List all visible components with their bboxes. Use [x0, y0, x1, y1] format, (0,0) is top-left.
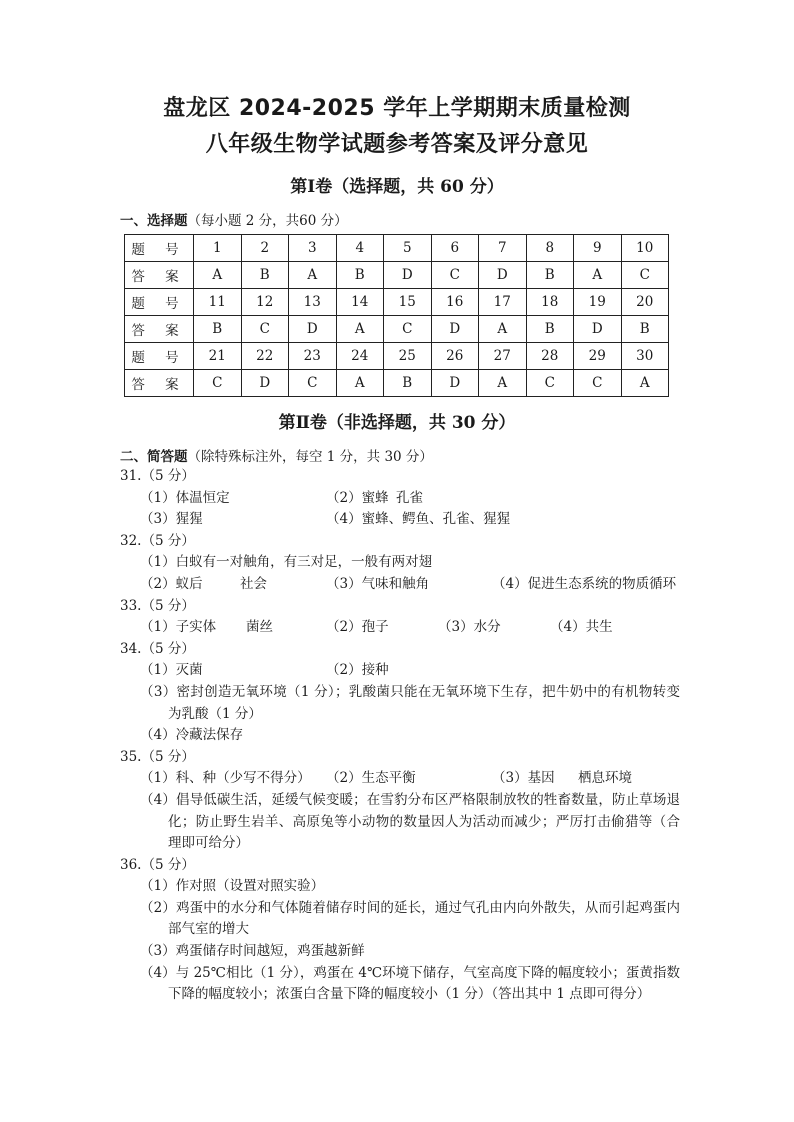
answer-cell: D — [289, 316, 337, 343]
question-35-row — [140, 768, 680, 790]
answer-text: （1）白蚁有一对触角，有三对足，一般有两对翅 — [140, 554, 433, 571]
answer-paragraph: （4）与 25℃相比（1 分），鸡蛋在 4℃环境下储存，气室高度下降的幅度较小；蛋黄指数下降的幅度较小；浓蛋白含量下降的幅度较小（1 分）（答出其中 1 点即可得分） — [140, 964, 680, 1003]
question-32-header: 32.（5 分） — [120, 532, 195, 549]
question-number-cell: 23 — [289, 343, 337, 370]
answer-cell: D — [479, 262, 527, 289]
answer-text: （2）孢子 — [326, 619, 389, 636]
row-label: 答 案 — [125, 262, 194, 289]
answer-text: （2）蜜蜂 — [326, 489, 389, 506]
answer-cell: D — [574, 316, 622, 343]
question-32-row — [140, 574, 680, 596]
answer-cell: A — [621, 370, 669, 397]
question-33-row — [140, 617, 680, 639]
answer-cell: B — [621, 316, 669, 343]
answer-paragraph: （3）密封创造无氧环境（1 分）；乳酸菌只能在无氧环境下生存，把牛奶中的有机物转变为乳酸（1 分） — [140, 683, 680, 722]
question-number-cell: 29 — [574, 343, 622, 370]
answer-cell: A — [479, 370, 527, 397]
question-number-cell: 6 — [431, 235, 479, 262]
question-number-cell: 16 — [431, 289, 479, 316]
answer-cell: A — [194, 262, 242, 289]
part1-heading: 第Ⅰ卷（选择题，共 60 分） — [290, 177, 504, 197]
section-title: 二、简答题 — [120, 449, 188, 465]
answer-cell: B — [336, 262, 384, 289]
question-number-cell: 14 — [336, 289, 384, 316]
answer-table — [124, 234, 669, 397]
question-36-row — [140, 876, 680, 898]
section-note: （除特殊标注外，每空 1 分，共 30 分） — [187, 449, 433, 465]
answer-row — [125, 316, 669, 343]
answer-text: （4）蜜蜂、鳄鱼、孔雀、猩猩 — [326, 511, 511, 528]
answer-text: （1）灭菌 — [140, 662, 203, 679]
part2-section-label — [120, 445, 433, 465]
answer-row — [125, 262, 669, 289]
answer-text: （3）气味和触角 — [326, 575, 430, 592]
question-number-cell: 20 — [621, 289, 669, 316]
answer-cell: C — [194, 370, 242, 397]
answer-cell: A — [289, 262, 337, 289]
answer-text: （1）科、种（少写不得分） — [140, 770, 311, 787]
answer-cell: A — [336, 370, 384, 397]
answer-cell: C — [621, 262, 669, 289]
question-number-row — [125, 235, 669, 262]
answer-cell: C — [241, 316, 289, 343]
question-36-row — [140, 941, 680, 963]
answer-text: （1）子实体 — [140, 619, 217, 636]
answer-cell: A — [336, 316, 384, 343]
answer-cell: B — [384, 370, 432, 397]
question-number-cell: 22 — [241, 343, 289, 370]
answer-cell: B — [526, 262, 574, 289]
answer-text: （1）作对照（设置对照实验） — [140, 878, 325, 895]
question-number-cell: 13 — [289, 289, 337, 316]
question-number-cell: 15 — [384, 289, 432, 316]
answer-cell: A — [479, 316, 527, 343]
question-number-cell: 7 — [479, 235, 527, 262]
answer-row — [125, 370, 669, 397]
question-number-cell: 19 — [574, 289, 622, 316]
question-number-cell: 25 — [384, 343, 432, 370]
question-number-cell: 1 — [194, 235, 242, 262]
answer-text: （2）蚁后 — [140, 575, 203, 592]
answer-text: （4）共生 — [550, 619, 613, 636]
question-number-cell: 28 — [526, 343, 574, 370]
row-label: 题 号 — [125, 235, 194, 262]
exam-title: 盘龙区 2024-2025 学年上学期期末质量检测 — [163, 96, 631, 121]
answer-cell: B — [526, 316, 574, 343]
answer-text: （2）接种 — [326, 662, 389, 679]
question-number-cell: 27 — [479, 343, 527, 370]
question-number-cell: 17 — [479, 289, 527, 316]
question-number-cell: 4 — [336, 235, 384, 262]
answer-text: （4）促进生态系统的物质循环 — [492, 575, 677, 592]
question-34-row — [140, 660, 680, 682]
question-number-cell: 5 — [384, 235, 432, 262]
answer-paragraph: （4）倡导低碳生活，延缓气候变暖；在雪豹分布区严格限制放牧的牲畜数量，防止草场退化；防止野生岩羊、高原兔等小动物的数量因人为活动而减少；严厉打击偷猎等（合理即可给分） — [140, 791, 680, 852]
section-title: 一、选择题 — [120, 213, 188, 229]
row-label: 答 案 — [125, 316, 194, 343]
question-number-cell: 8 — [526, 235, 574, 262]
question-number-cell: 24 — [336, 343, 384, 370]
answer-text: （1）体温恒定 — [140, 489, 230, 506]
question-35-header: 35.（5 分） — [120, 748, 195, 765]
question-number-cell: 10 — [621, 235, 669, 262]
answer-cell: D — [431, 370, 479, 397]
answer-text: （3）水分 — [438, 619, 501, 636]
question-31-row — [140, 509, 680, 531]
question-31-header: 31.（5 分） — [120, 468, 195, 484]
question-32-row — [140, 552, 680, 574]
answer-text: 菌丝 — [246, 619, 273, 636]
question-34-header: 34.（5 分） — [120, 640, 195, 657]
section-note: （每小题 2 分，共60 分） — [187, 213, 348, 229]
answer-cell: D — [431, 316, 479, 343]
question-number-cell: 18 — [526, 289, 574, 316]
question-number-row — [125, 289, 669, 316]
short-answer-content — [120, 466, 680, 1006]
question-34-row — [140, 725, 680, 747]
question-number-cell: 26 — [431, 343, 479, 370]
question-33-header: 33.（5 分） — [120, 597, 195, 614]
answer-text: （2）生态平衡 — [326, 770, 416, 787]
answer-cell: C — [384, 316, 432, 343]
answer-cell: D — [241, 370, 289, 397]
question-number-cell: 12 — [241, 289, 289, 316]
row-label: 题 号 — [125, 343, 194, 370]
answer-text: 栖息环境 — [578, 770, 632, 787]
answer-text: 社会 — [240, 575, 267, 592]
answer-paragraph: （2）鸡蛋中的水分和气体随着储存时间的延长，通过气孔由内向外散失，从而引起鸡蛋内部气室的增大 — [140, 899, 680, 938]
answer-cell: C — [574, 370, 622, 397]
question-36-header: 36.（5 分） — [120, 856, 195, 873]
answer-cell: B — [241, 262, 289, 289]
exam-subtitle: 八年级生物学试题参考答案及评分意见 — [205, 132, 589, 157]
question-number-cell: 30 — [621, 343, 669, 370]
answer-cell: C — [526, 370, 574, 397]
answer-cell: A — [574, 262, 622, 289]
part2-heading: 第Ⅱ卷（非选择题，共 30 分） — [278, 413, 516, 433]
question-number-cell: 21 — [194, 343, 242, 370]
answer-cell: C — [289, 370, 337, 397]
answer-text: 孔雀 — [396, 489, 423, 506]
answer-cell: C — [431, 262, 479, 289]
part1-section-label — [120, 209, 348, 229]
row-label: 答 案 — [125, 370, 194, 397]
question-number-cell: 3 — [289, 235, 337, 262]
question-number-cell: 2 — [241, 235, 289, 262]
answer-cell: B — [194, 316, 242, 343]
answer-text: （3）鸡蛋储存时间越短，鸡蛋越新鲜 — [140, 943, 365, 960]
question-31-row — [140, 488, 680, 510]
answer-text: （3）基因 — [492, 770, 555, 787]
question-number-row — [125, 343, 669, 370]
row-label: 题 号 — [125, 289, 194, 316]
answer-text: （3）猩猩 — [140, 511, 203, 528]
answer-text: （4）冷藏法保存 — [140, 727, 244, 744]
answer-cell: D — [384, 262, 432, 289]
question-number-cell: 11 — [194, 289, 242, 316]
question-number-cell: 9 — [574, 235, 622, 262]
